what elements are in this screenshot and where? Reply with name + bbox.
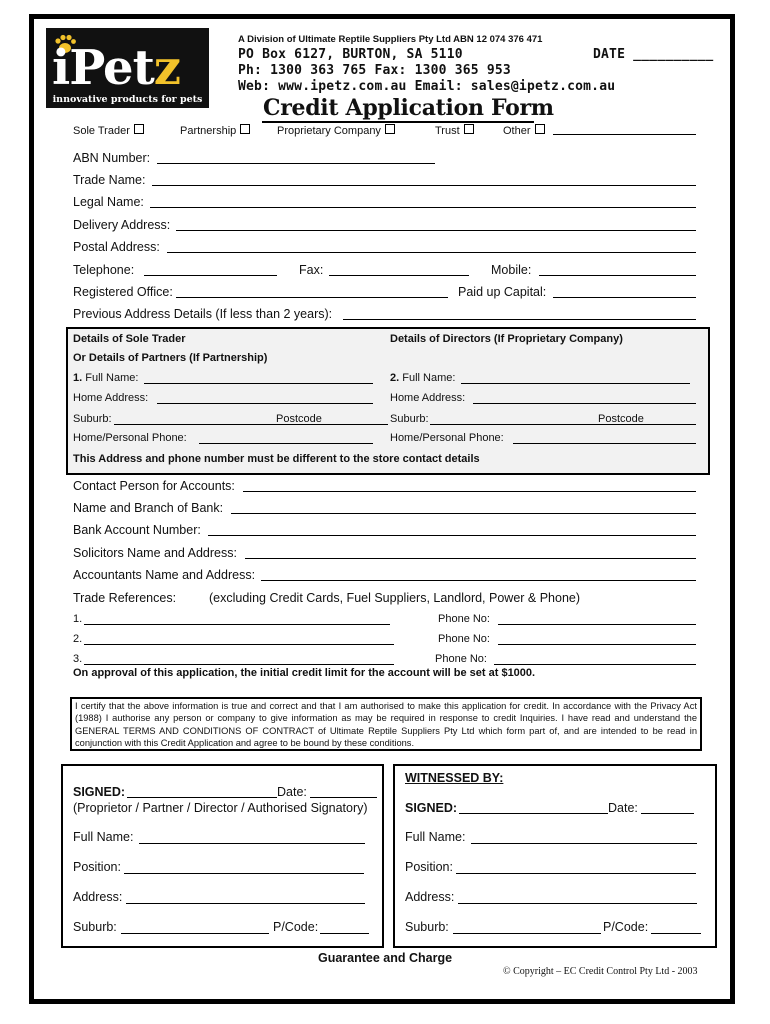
witnessed-heading: WITNESSED BY: bbox=[405, 771, 504, 785]
checkbox[interactable] bbox=[134, 124, 144, 134]
right-full-name-sig-label: Full Name: bbox=[405, 830, 466, 844]
left-address-field[interactable] bbox=[126, 903, 365, 904]
left-position-field[interactable] bbox=[124, 873, 364, 874]
right-full-name-label: 2. Full Name: bbox=[390, 372, 456, 384]
legal-name-field[interactable] bbox=[150, 207, 696, 208]
right-home-address-label: Home Address: bbox=[390, 392, 466, 404]
other-field[interactable] bbox=[553, 134, 696, 135]
ref3-label: 3. bbox=[73, 653, 83, 665]
brand-wordmark: iPetz bbox=[52, 40, 181, 96]
trade-refs-label: Trade References: bbox=[73, 591, 177, 605]
right-suburb-label: Suburb: bbox=[390, 413, 429, 425]
checkbox[interactable] bbox=[240, 124, 250, 134]
approval-note: On approval of this application, the initial credit limit for the account will be set at $1000. bbox=[73, 667, 536, 679]
checkbox[interactable] bbox=[535, 124, 545, 134]
entity-trust[interactable]: Trust bbox=[435, 124, 474, 137]
right-home-phone-label: Home/Personal Phone: bbox=[390, 432, 504, 444]
left-signed-label: SIGNED: bbox=[73, 785, 126, 799]
left-suburb-sig-field[interactable] bbox=[121, 933, 269, 934]
left-home-phone-label: Home/Personal Phone: bbox=[73, 432, 187, 444]
bank-account-field[interactable] bbox=[208, 535, 696, 536]
left-full-name-field[interactable] bbox=[144, 383, 373, 384]
checkbox[interactable] bbox=[385, 124, 395, 134]
left-position-label: Position: bbox=[73, 860, 121, 874]
registered-field[interactable] bbox=[176, 297, 448, 298]
ref2-label: 2. bbox=[73, 633, 83, 645]
entity-other[interactable]: Other bbox=[503, 124, 545, 137]
mobile-field[interactable] bbox=[539, 275, 696, 276]
right-suburb-sig-label: Suburb: bbox=[405, 920, 449, 934]
right-address-field[interactable] bbox=[458, 903, 697, 904]
abn-field[interactable] bbox=[157, 163, 435, 164]
right-date-field[interactable] bbox=[641, 813, 694, 814]
right-full-name-field[interactable] bbox=[461, 383, 690, 384]
abn-label: ABN Number: bbox=[73, 151, 151, 165]
solicitors-label: Solicitors Name and Address: bbox=[73, 546, 237, 560]
web-line: Web: www.ipetz.com.au Email: sales@ipetz.com.au bbox=[238, 79, 616, 94]
postal-line: PO Box 6127, BURTON, SA 5110 bbox=[238, 47, 463, 62]
contact-label: Contact Person for Accounts: bbox=[73, 479, 235, 493]
left-full-name-sig-label: Full Name: bbox=[73, 830, 134, 844]
brand-tagline: innovative products for pets bbox=[52, 94, 203, 105]
ref3-field[interactable] bbox=[84, 664, 394, 665]
right-pcode-field[interactable] bbox=[651, 933, 701, 934]
legal-name-label: Legal Name: bbox=[73, 195, 144, 209]
ref2-phone-field[interactable] bbox=[498, 644, 696, 645]
bank-branch-label: Name and Branch of Bank: bbox=[73, 501, 224, 515]
fax-label: Fax: bbox=[299, 263, 324, 277]
ref3-phone-label: Phone No: bbox=[435, 653, 487, 665]
left-address-label: Address: bbox=[73, 890, 123, 904]
right-home-phone-field[interactable] bbox=[513, 443, 696, 444]
trade-name-label: Trade Name: bbox=[73, 173, 146, 187]
left-home-phone-field[interactable] bbox=[199, 443, 373, 444]
registered-label: Registered Office: bbox=[73, 285, 173, 299]
trade-name-field[interactable] bbox=[152, 185, 696, 186]
delivery-label: Delivery Address: bbox=[73, 218, 171, 232]
copyright: © Copyright – EC Credit Control Pty Ltd - 2003 bbox=[503, 966, 698, 977]
postal-field[interactable] bbox=[167, 252, 696, 253]
ipetz-logo bbox=[46, 28, 209, 108]
checkbox[interactable] bbox=[464, 124, 474, 134]
entity-proprietary[interactable]: Proprietary Company bbox=[277, 124, 395, 137]
left-full-name-label: 1. Full Name: bbox=[73, 372, 139, 384]
previous-field[interactable] bbox=[343, 319, 696, 320]
entity-sole-trader[interactable]: Sole Trader bbox=[73, 124, 144, 137]
ref3-phone-field[interactable] bbox=[494, 664, 696, 665]
right-date-label: Date: bbox=[608, 801, 638, 815]
ref1-field[interactable] bbox=[84, 624, 390, 625]
directors-heading: Details of Directors (If Proprietary Company) bbox=[390, 333, 623, 345]
delivery-field[interactable] bbox=[176, 230, 696, 231]
phone-line: Ph: 1300 363 765 Fax: 1300 365 953 bbox=[238, 63, 511, 78]
sole-trader-heading: Details of Sole Trader bbox=[73, 333, 186, 345]
partners-subheading: Or Details of Partners (If Partnership) bbox=[73, 352, 268, 364]
right-position-label: Position: bbox=[405, 860, 453, 874]
left-home-address-label: Home Address: bbox=[73, 392, 149, 404]
accountants-label: Accountants Name and Address: bbox=[73, 568, 256, 582]
left-home-address-field[interactable] bbox=[157, 403, 373, 404]
left-date-field[interactable] bbox=[310, 797, 377, 798]
address-note: This Address and phone number must be different to the store contact details bbox=[73, 453, 480, 465]
right-signed-field[interactable] bbox=[459, 813, 608, 814]
entity-partnership[interactable]: Partnership bbox=[180, 124, 250, 137]
left-postcode-label: Postcode bbox=[276, 413, 322, 425]
left-suburb-field[interactable] bbox=[114, 424, 388, 425]
ref1-phone-label: Phone No: bbox=[438, 613, 490, 625]
paid-up-field[interactable] bbox=[553, 297, 696, 298]
telephone-label: Telephone: bbox=[73, 263, 135, 277]
form-title: Credit Application Form bbox=[263, 95, 554, 121]
left-signed-field[interactable] bbox=[127, 797, 277, 798]
right-signed-label: SIGNED: bbox=[405, 801, 458, 815]
right-suburb-sig-field[interactable] bbox=[453, 933, 601, 934]
trade-refs-note: (excluding Credit Cards, Fuel Suppliers, Landlord, Power & Phone) bbox=[209, 591, 581, 605]
postal-label: Postal Address: bbox=[73, 240, 160, 254]
paid-up-label: Paid up Capital: bbox=[458, 285, 547, 299]
previous-label: Previous Address Details (If less than 2 years): bbox=[73, 307, 333, 321]
guarantee-heading: Guarantee and Charge bbox=[318, 951, 453, 965]
left-full-name-sig-field[interactable] bbox=[139, 843, 365, 844]
certification-text: I certify that the above information is true and correct and that I am authorised to make this application for credit. In accordance with the Privacy Act (1988) I authorise any person or company to give information as may be required in response to credit Inquiries. I have read and understand the GENERAL TERMS AND CONDITIONS OF CONTRACT of Ultimate Reptile Suppliers Pty Ltd which form part of, and are intended to be read in conjunction with this Credit Application and agree to be bound by these conditions. bbox=[70, 697, 702, 751]
ref2-field[interactable] bbox=[84, 644, 394, 645]
bank-branch-field[interactable] bbox=[231, 513, 696, 514]
telephone-field[interactable] bbox=[144, 275, 277, 276]
left-date-label: Date: bbox=[277, 785, 307, 799]
right-address-label: Address: bbox=[405, 890, 455, 904]
date-label: DATE __________ bbox=[593, 47, 714, 62]
fax-field[interactable] bbox=[329, 275, 469, 276]
title-underline bbox=[262, 121, 534, 123]
solicitors-field[interactable] bbox=[245, 558, 696, 559]
ref1-phone-field[interactable] bbox=[498, 624, 696, 625]
left-suburb-label: Suburb: bbox=[73, 413, 112, 425]
ref2-phone-label: Phone No: bbox=[438, 633, 490, 645]
signatory-role: (Proprietor / Partner / Director / Authorised Signatory) bbox=[73, 801, 368, 815]
right-full-name-sig-field[interactable] bbox=[471, 843, 697, 844]
right-position-field[interactable] bbox=[456, 873, 696, 874]
contact-field[interactable] bbox=[243, 491, 696, 492]
ref1-label: 1. bbox=[73, 613, 83, 625]
right-home-address-field[interactable] bbox=[473, 403, 696, 404]
right-suburb-field[interactable] bbox=[430, 424, 696, 425]
division-line: A Division of Ultimate Reptile Suppliers Pty Ltd ABN 12 074 376 471 bbox=[238, 34, 543, 45]
right-postcode-label: Postcode bbox=[598, 413, 644, 425]
left-suburb-sig-label: Suburb: bbox=[73, 920, 117, 934]
left-pcode-label: P/Code: bbox=[273, 920, 319, 934]
accountants-field[interactable] bbox=[261, 580, 696, 581]
mobile-label: Mobile: bbox=[491, 263, 532, 277]
left-pcode-field[interactable] bbox=[320, 933, 369, 934]
bank-account-label: Bank Account Number: bbox=[73, 523, 201, 537]
right-pcode-label: P/Code: bbox=[603, 920, 649, 934]
